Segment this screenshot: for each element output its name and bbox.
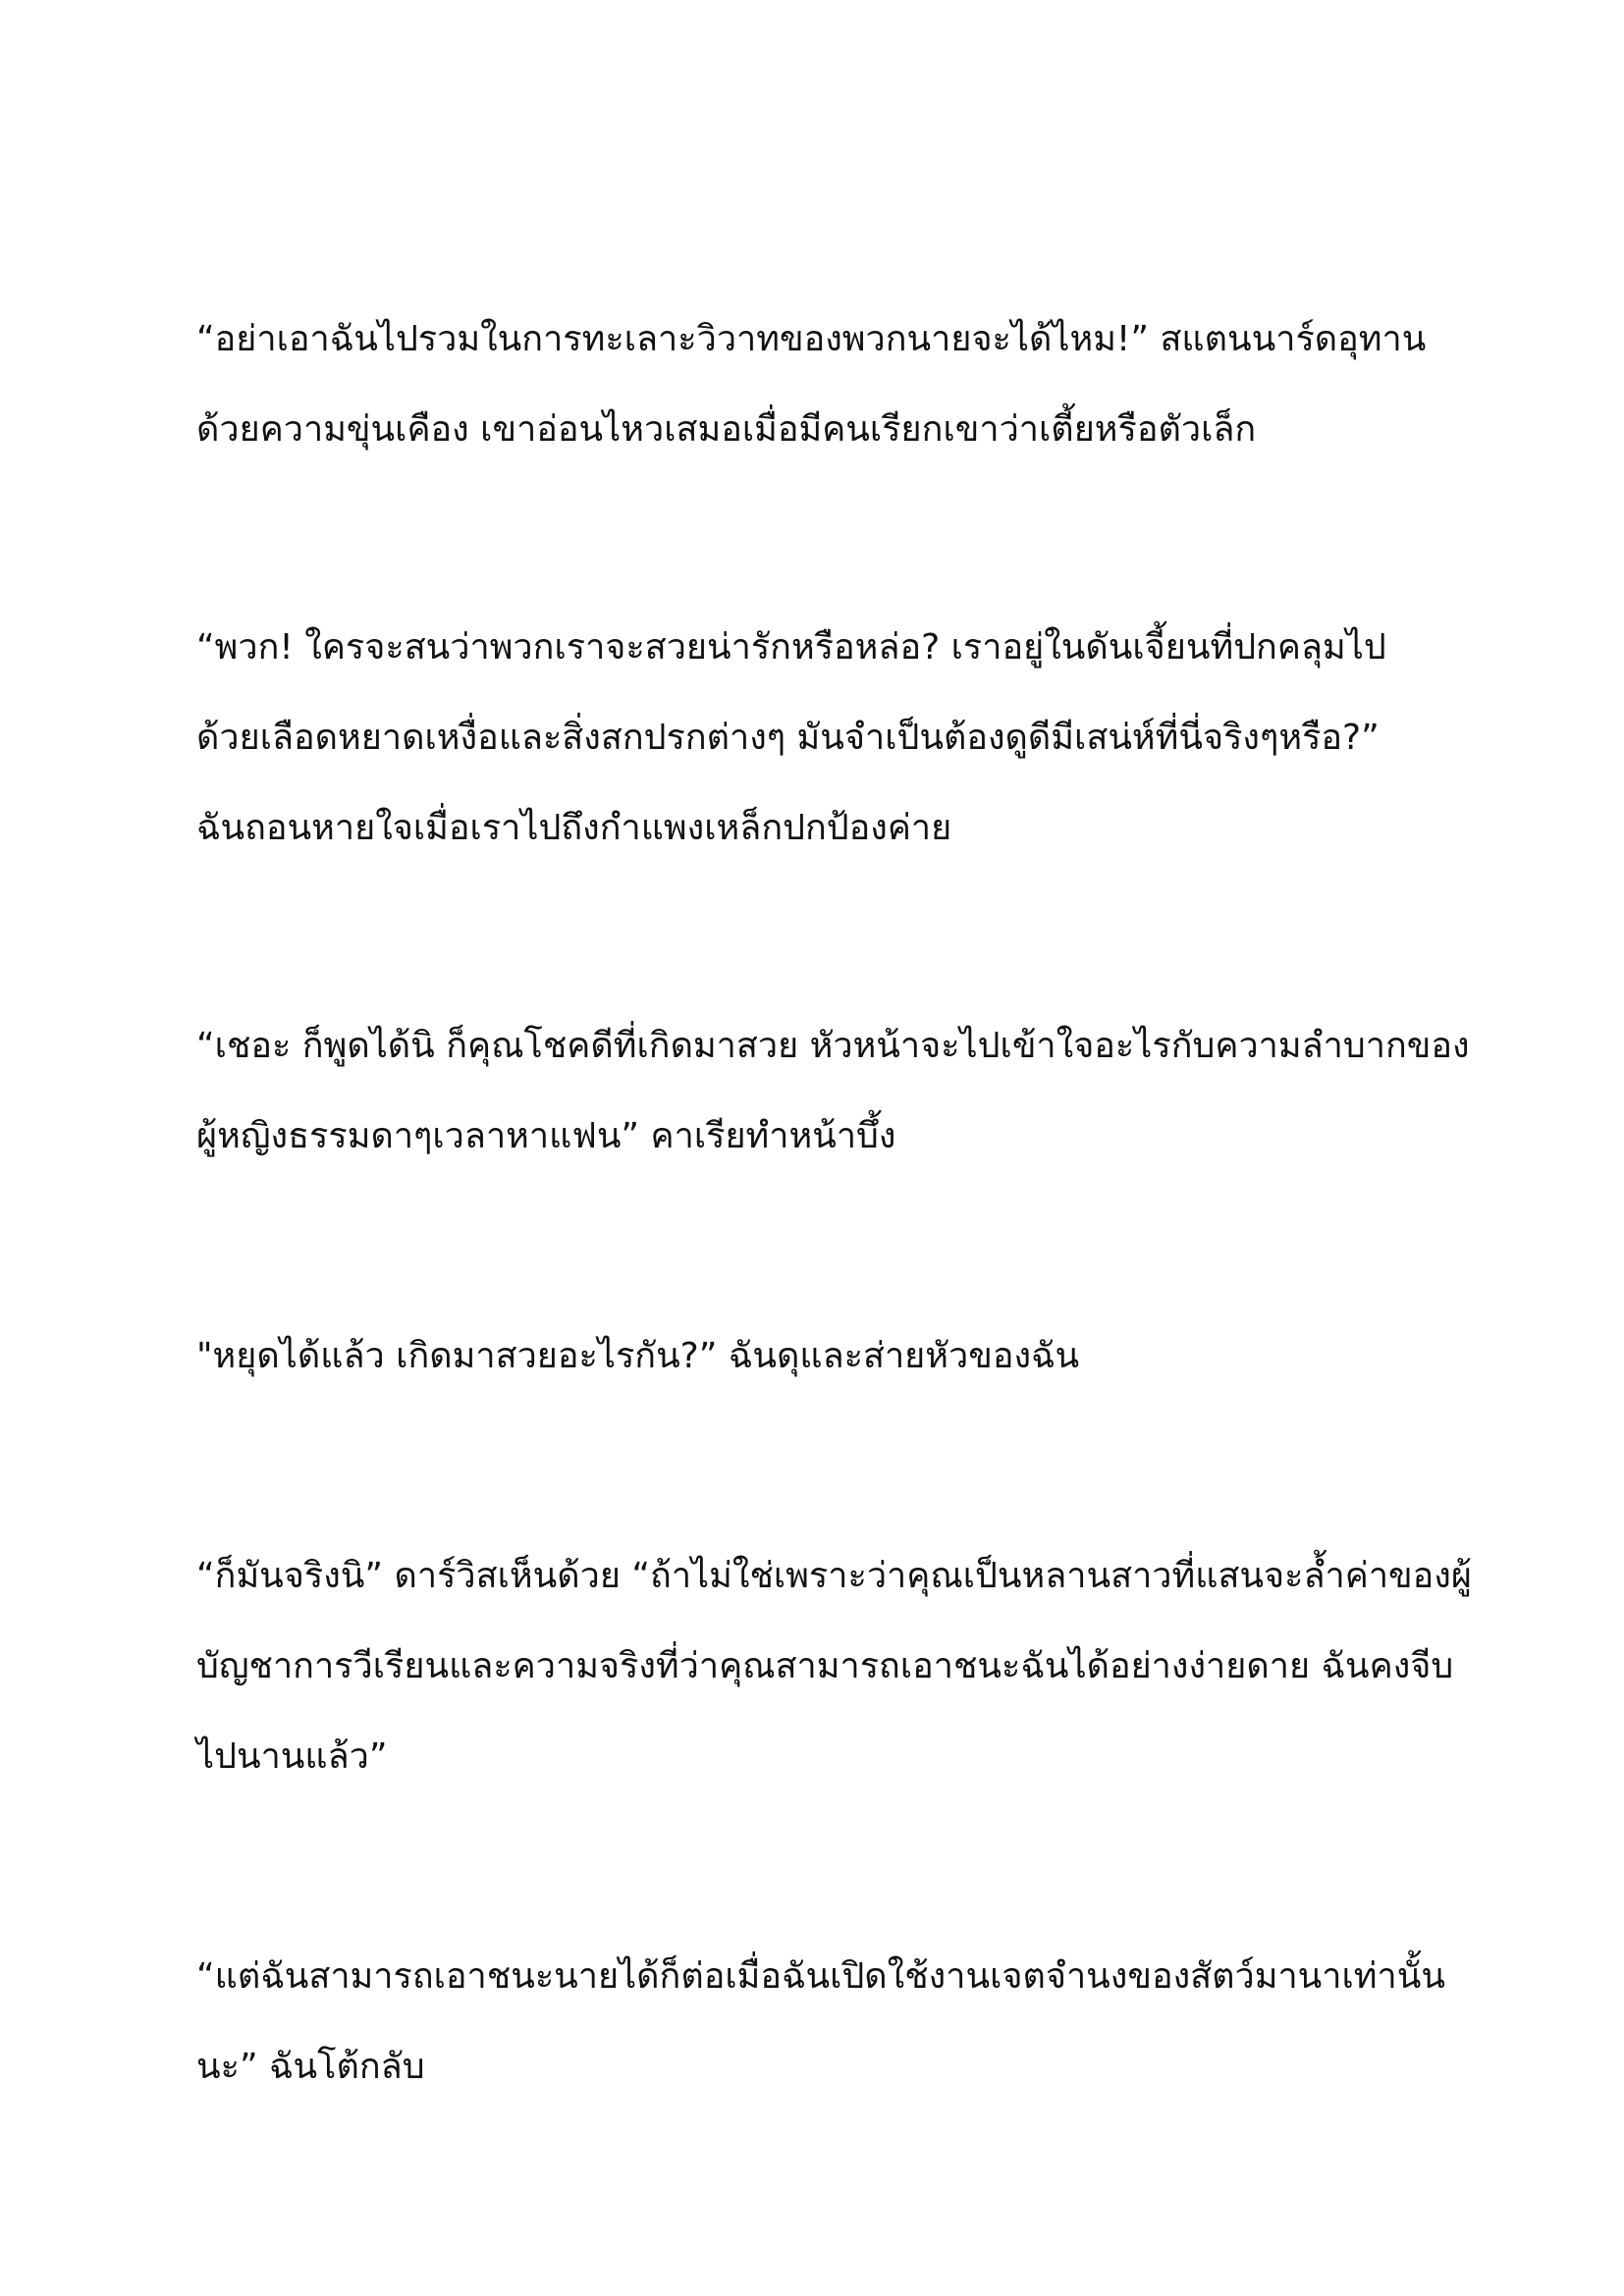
text-line: บัญชาการวีเรียนและความจริงที่ว่าคุณสามารถเอาชนะฉันได้อย่างง่ายดาย ฉันคงจีบ (196, 1646, 1454, 1686)
text-line: “ก็มันจริงนิ” ดาร์วิสเห็นด้วย “ถ้าไม่ใช่เพราะว่าคุณเป็นหลานสาวที่แสนจะล้ำค่าของผู้ (196, 1556, 1472, 1596)
text-line: ด้วยความขุ่นเคือง เขาอ่อนไหวเสมอเมื่อมีคนเรียกเขาว่าเตี้ยหรือตัวเล็ก (196, 409, 1257, 450)
text-line: “เชอะ ก็พูดได้นิ ก็คุณโชคดีที่เกิดมาสวย หัวหน้าจะไปเข้าใจอะไรกับความลำบากของ (196, 1026, 1470, 1066)
text-line: ผู้หญิงธรรมดาๆเวลาหาแฟน” คาเรียทำหน้าบึ้ง (196, 1116, 896, 1156)
text-line: “พวก! ใครจะสนว่าพวกเราจะสวยน่ารักหรือหล่อ? เราอยู่ในดันเจี้ยนที่ปกคลุมไป (196, 627, 1386, 667)
text-line: "หยุดได้แล้ว เกิดมาสวยอะไรกัน?” ฉันดุและส่ายหัวของฉัน (196, 1336, 1080, 1376)
text-line: ด้วยเลือดหยาดเหงื่อและสิ่งสกปรกต่างๆ มันจำเป็นต้องดูดีมีเสน่ห์ที่นี่จริงๆหรือ?” (196, 718, 1380, 758)
paragraph-who-cares (196, 603, 1473, 874)
paragraph-stannard-exclaims (196, 294, 1473, 475)
text-line: “อย่าเอาฉันไปรวมในการทะเลาะวิวาทของพวกนายจะได้ไหม!” สแตนนาร์ดอุทาน (196, 319, 1427, 359)
text-line: ไปนานแล้ว” (196, 1736, 388, 1777)
paragraph-karia-pouts (196, 1001, 1473, 1182)
paragraph-retort (196, 1932, 1473, 2112)
text-line: นะ” ฉันโต้กลับ (196, 2047, 425, 2087)
paragraph-stop-it (196, 1311, 1473, 1402)
text-line: ฉันถอนหายใจเมื่อเราไปถึงกำแพงเหล็กปกป้องค่าย (196, 808, 952, 848)
text-line: “แต่ฉันสามารถเอาชนะนายได้ก็ต่อเมื่อฉันเปิดใช้งานเจตจำนงของสัตว์มานาเท่านั้น (196, 1956, 1445, 1997)
paragraph-darvis-agrees (196, 1531, 1473, 1802)
